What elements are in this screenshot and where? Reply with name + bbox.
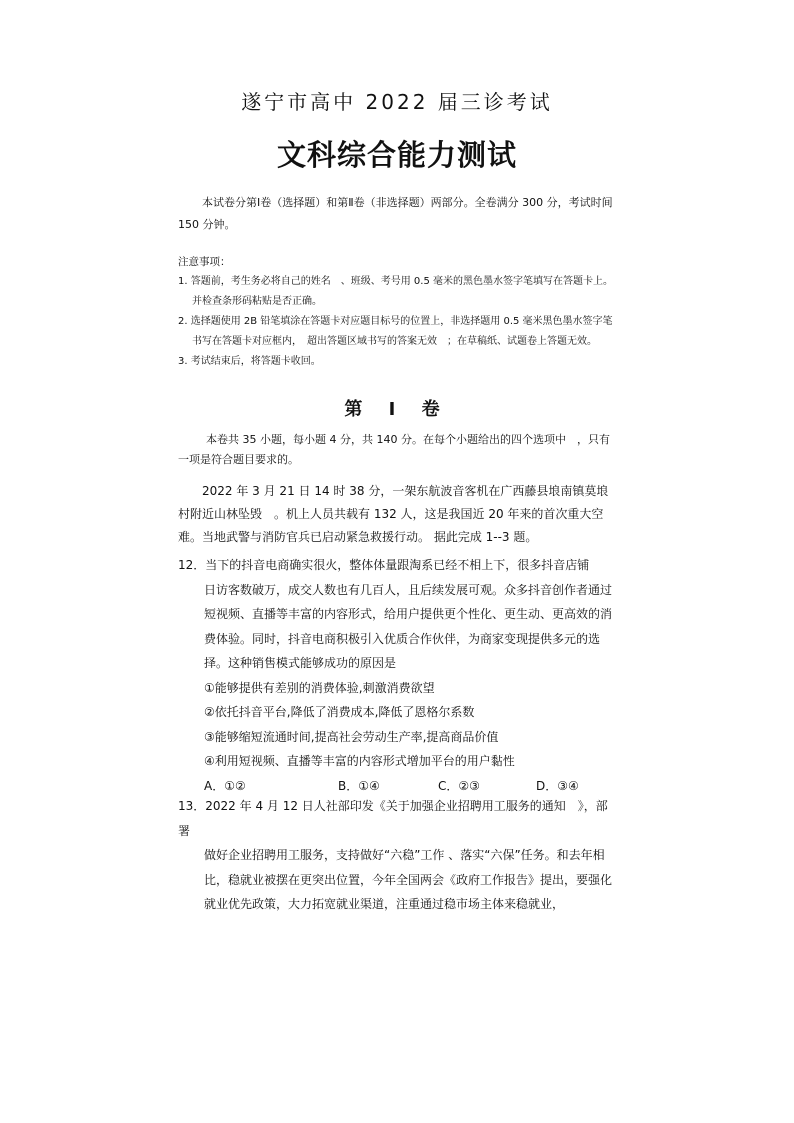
question-option: ②依托抖音平台,降低了消费成本,降低了恩格尔系数 [204,705,475,719]
question-option: ③能够缩短流通时间,提高社会劳动生产率,提高商品价值 [204,729,499,744]
question-13 [178,794,618,917]
notice-item: 2. 选择题使用 2B 铅笔填涂在答题卡对应题目标号的位置上，非选择题用 0.5 毫米黑色墨水签字笔书写在答题卡对应框内， 超出答题区域书写的答案无效 ；在草稿纸、试题卷上答题无效。 [178,316,613,347]
section-title: 第 Ⅰ 卷 [344,399,450,420]
reading-passage: 2022 年 3 月 21 日 14 时 38 分，一架东航波音客机在广西藤县埌南镇莫埌村附近山林坠毁 。机上人员共载有 132 人，这是我国近 20 年来的首次重大空难。当地武警与消防官兵已启动紧急救援行动。 据此完成 1--3 题。 [178,484,609,544]
question-12 [178,553,618,798]
exam-intro: 本试卷分第Ⅰ卷（选择题）和第Ⅱ卷（非选择题）两部分。全卷满分 300 分，考试时间 150 分钟。 [178,196,613,231]
question-option: ①能够提供有差别的消费体验,刺激消费欲望 [204,680,435,695]
question-stem-start: 当下的抖音电商确实很火，整体体量跟淘系已经不相上下，很多抖音店铺 [205,558,590,572]
section-intro: 本卷共 35 小题，每小题 4 分，共 140 分。在每个小题给出的四个选项中 ，只有一项是符合题目要求的。 [178,433,610,466]
question-stem: 日访客数破万，成交人数也有几百人，且后续发展可观。众多抖音创作者通过短视频、直播等丰富的内容形式，给用户提供更个性化、更生动、更高效的消费体验。同时，抖音电商积极引入优质合作伙伴，为商家变现提供多元的选择。这种销售模式能够成功的原因是 [204,582,613,670]
question-number: 12． [178,558,206,572]
question-number: 13． [178,799,206,813]
notice-item: 3. 考试结束后，将答题卡收回。 [178,356,321,367]
subject-title: 文科综合能力测试 [276,138,517,172]
question-stem-first-line [178,553,618,578]
choice-d: D．③④ [536,778,579,793]
question-stem-start: 2022 年 4 月 12 日人社部印发《关于加强企业招聘用工服务的通知 》，部署 [178,799,608,838]
notice-list [178,272,618,372]
question-stem: 做好企业招聘用工服务，支持做好“六稳”工作 、落实“六保”任务。和去年相比，稳就业被摆在更突出位置，今年全国两会《政府工作报告》提出，要强化就业优先政策，大力拓宽就业渠道，注重通过稳市场主体来稳就业， [204,848,613,911]
question-option: ④利用短视频、直播等丰富的内容形式增加平台的用户黏性 [204,754,515,768]
choice-b: B．①④ [338,778,380,793]
choice-a: A．①② [204,778,246,793]
notice-heading: 注意事项： [178,256,231,268]
exam-title: 遂宁市高中 2022 届三诊考试 [241,90,553,114]
notice-item: 1. 答题前，考生务必将自己的姓名 、班级、考号用 0.5 毫米的黑色墨水签字笔填写在答题卡上。并检查条形码粘贴是否正确。 [178,276,613,307]
question-stem-first-line [178,794,618,843]
choice-c: C．②③ [438,778,480,793]
